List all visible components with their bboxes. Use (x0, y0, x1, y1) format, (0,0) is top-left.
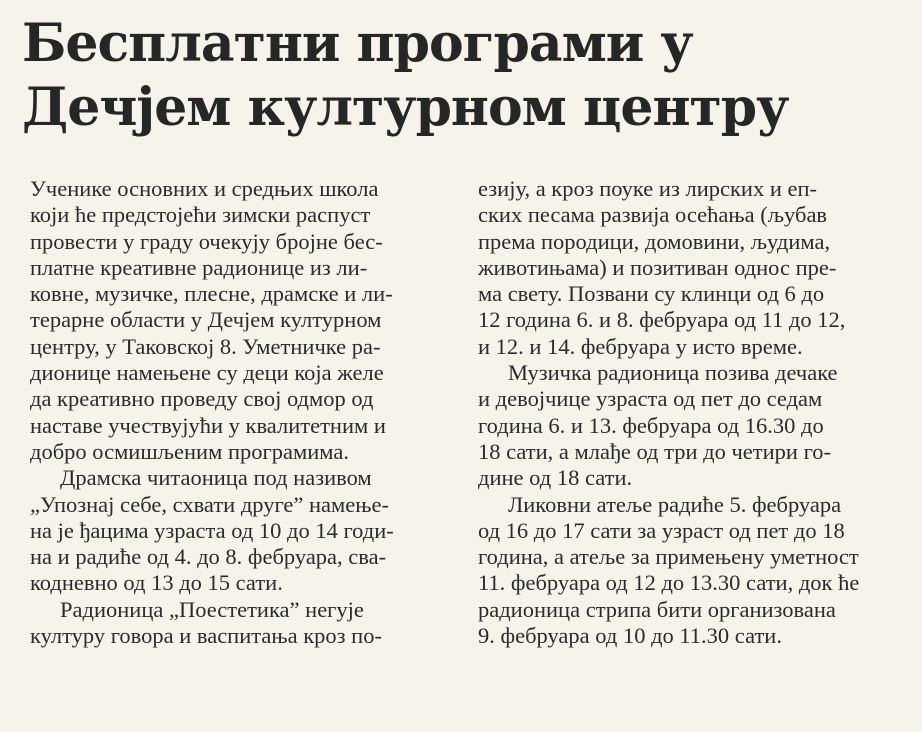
paragraph-line: Драмска читаоница под називом (60, 465, 372, 491)
paragraph-line: дионице намењене су деци која желе (30, 360, 384, 386)
paragraph-line: 12 година 6. и 8. фебруара од 11 до 12, (478, 307, 846, 333)
paragraph-line: ских песама развија осећања (љубав (478, 202, 828, 228)
paragraph-line: Радионица „Поестетика” негује (60, 596, 364, 622)
paragraph-line: провести у граду очекују бројне бес- (30, 228, 383, 254)
paragraph-line: од 16 до 17 сати за узраст од пет до 18 (478, 517, 845, 543)
paragraph-line: Музичка радионица позива дечаке (508, 360, 838, 386)
paragraph-line: наставе учествујући у квалитетним и (30, 412, 386, 438)
paragraph-line: и девојчице узраста од пет до седам (478, 386, 823, 412)
article-paragraph (478, 492, 910, 650)
paragraph-line: животињама) и позитиван однос пре- (478, 254, 837, 280)
paragraph-line: терарне области у Дечјем културном (30, 307, 382, 333)
paragraph-line: радионица стрипа бити организована (478, 596, 836, 622)
paragraph-line: добро осмишљеним програмима. (30, 438, 349, 464)
paragraph-line: да креативно проведу свој одмор од (30, 386, 374, 412)
article-paragraph (30, 465, 462, 596)
paragraph-line: дине од 18 сати. (478, 465, 633, 491)
paragraph-line: 18 сати, а млађе од три до четири го- (478, 438, 831, 464)
paragraph-line: на је ђацима узраста од 10 до 14 годи- (30, 517, 394, 543)
paragraph-line: 11. фебруара од 12 до 13.30 сати, док ће (478, 570, 860, 596)
paragraph-line: година, а атеље за примењену уметност (478, 544, 859, 570)
paragraph-line: кодневно од 13 до 15 сати. (30, 570, 283, 596)
headline-line: Дечјем културном центру (22, 77, 789, 138)
article-headline (22, 12, 902, 140)
paragraph-line: и 12. и 14. фебруара у исто време. (478, 333, 803, 359)
paragraph-line: 9. фебруара од 10 до 11.30 сати. (478, 623, 782, 649)
paragraph-line: Ученике основних и средњих школа (30, 176, 379, 201)
article-paragraph (30, 176, 462, 465)
paragraph-line: ковне, музичке, плесне, драмске и ли- (30, 281, 393, 307)
article-paragraph (478, 176, 910, 360)
paragraph-line: ма свету. Позвани су клинци од 6 до (478, 281, 825, 307)
paragraph-line: према породици, домовини, људима, (478, 228, 831, 254)
paragraph-line: културу говора и васпитања кроз по- (30, 623, 382, 649)
paragraph-line: на и радиће од 4. до 8. фебруара, сва- (30, 544, 387, 570)
paragraph-line: година 6. и 13. фебруара од 16.30 до (478, 412, 824, 438)
paragraph-line: Ликовни атеље радиће 5. фебруара (508, 491, 842, 517)
paragraph-line: „Упознај себе, схвати друге” намење- (30, 491, 390, 517)
text-column-left (30, 176, 462, 649)
headline-line: Бесплатни програми у (22, 13, 693, 74)
text-column-right (478, 176, 910, 649)
article-paragraph (30, 597, 462, 650)
paragraph-line: езију, а кроз поуке из лирских и еп- (478, 176, 818, 201)
paragraph-line: платне креативне радионице из ли- (30, 254, 368, 280)
paragraph-line: центру, у Таковској 8. Уметничке ра- (30, 333, 381, 359)
article-paragraph (478, 360, 910, 491)
paragraph-line: који ће предстојећи зимски распуст (30, 202, 371, 228)
